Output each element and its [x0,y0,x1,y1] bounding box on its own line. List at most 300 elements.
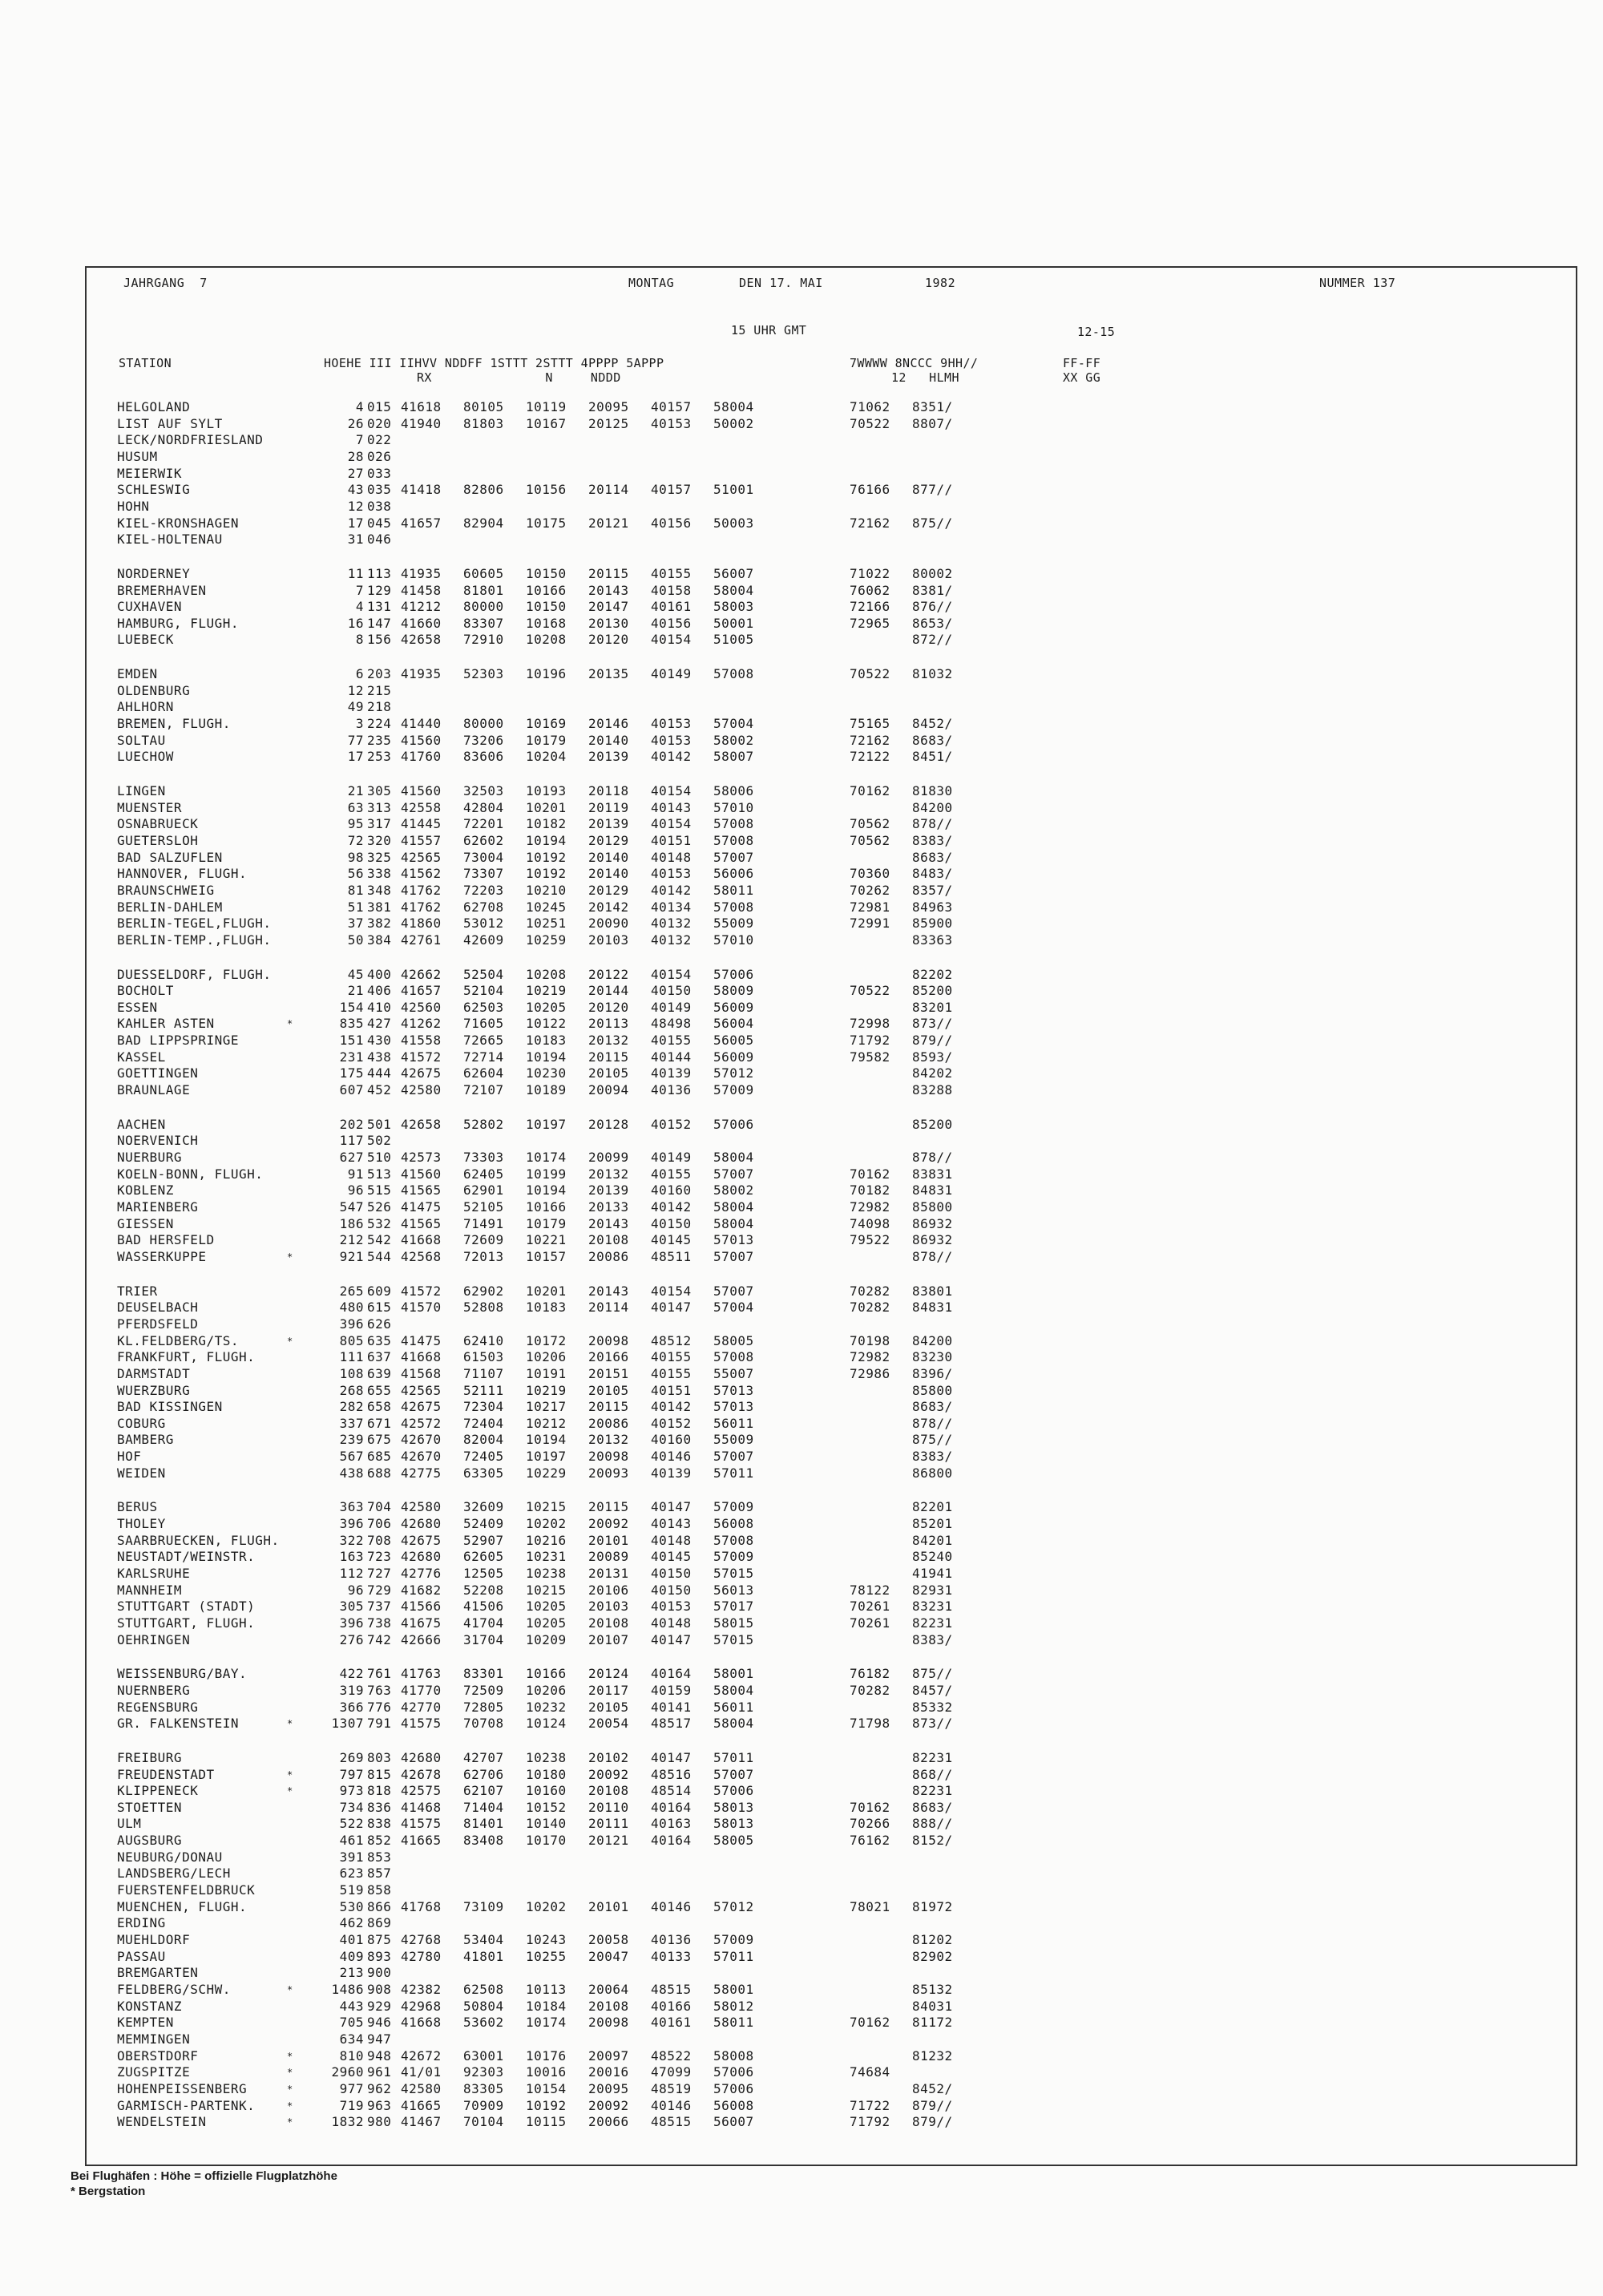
code-group: 48519 [651,2080,692,2096]
station-height: 95 [347,816,364,832]
code-group: 8351/ [912,399,953,414]
station-height: 11 [347,565,364,581]
station-name: NUERNBERG [117,1682,191,1698]
code-group: 40148 [651,849,692,865]
code-group: 48511 [651,1248,692,1264]
station-name: OSNABRUECK [117,816,199,832]
code-group: 20092 [588,1766,629,1782]
code-group: 20117 [588,1682,629,1698]
code-group: 20133 [588,1199,629,1215]
code-group: 82904 [463,515,504,531]
code-group: 58013 [713,1799,754,1815]
table-row [87,1982,1129,1998]
code-group: 40148 [651,1532,692,1548]
station-height: 7 [355,432,364,448]
code-group: 42670 [401,1432,442,1448]
code-group: 40136 [651,1082,692,1097]
station-index: 452 [367,1082,392,1097]
station-index: 626 [367,1316,392,1332]
table-row [87,1583,1129,1599]
code-group: 57013 [713,1232,754,1248]
code-group: 81801 [463,582,504,598]
station-index: 235 [367,732,392,748]
table-row [87,1816,1129,1832]
code-group: 57011 [713,1749,754,1765]
table-row [87,432,1129,448]
code-group: 57007 [713,1248,754,1264]
station-name: ESSEN [117,999,158,1015]
code-group: 20113 [588,1016,629,1032]
station-height: 50 [347,932,364,948]
station-height: 705 [339,2015,364,2031]
code-group: 42675 [401,1065,442,1081]
code-group: 8452/ [912,716,953,731]
station-index: 113 [367,565,392,581]
code-group: 878// [912,816,953,832]
code-group: 62602 [463,832,504,848]
station-index: 866 [367,1898,392,1914]
station-index: 658 [367,1399,392,1415]
code-group: 42776 [401,1566,442,1581]
station-name: ERDING [117,1915,166,1931]
station-name: KIEL-KRONSHAGEN [117,515,239,531]
table-row [87,566,1129,582]
code-group: 20139 [588,1182,629,1199]
station-name: OEHRINGEN [117,1631,191,1647]
code-group: 10243 [526,1932,567,1947]
station-index: 313 [367,799,392,815]
code-group: 10160 [526,1783,567,1799]
code-group: 85800 [912,1199,953,1215]
station-index: 704 [367,1499,392,1515]
code-group: 57013 [713,1399,754,1415]
station-name: WASSERKUPPE [117,1248,207,1264]
code-group: 10231 [526,1549,567,1565]
code-group: 20047 [588,1948,629,1964]
code-group: 42573 [401,1150,442,1165]
station-index: 875 [367,1932,392,1947]
code-group: 56007 [713,565,754,581]
station-name: AHLHORN [117,699,174,715]
table-row [87,2048,1129,2064]
station-name: TRIER [117,1283,158,1299]
code-group: 61503 [463,1349,504,1365]
station-height: 31 [347,532,364,548]
table-row [87,1033,1129,1049]
code-group: 41560 [401,783,442,798]
code-group: 70261 [850,1599,890,1615]
code-group: 83301 [463,1666,504,1682]
station-height: 461 [339,1833,364,1849]
code-group: 40153 [651,732,692,748]
station-height: 28 [347,449,364,464]
code-group: 20120 [588,999,629,1015]
station-index: 410 [367,999,392,1015]
code-group: 10166 [526,582,567,598]
station-name: AACHEN [117,1116,166,1132]
station-name: BERLIN-DAHLEM [117,899,223,915]
code-group: 40153 [651,415,692,431]
code-group: 10232 [526,1699,567,1715]
code-group: 86800 [912,1465,953,1481]
station-height: 409 [339,1948,364,1964]
station-name: BREMERHAVEN [117,582,207,598]
code-group: 57009 [713,1549,754,1565]
code-group: 85332 [912,1699,953,1715]
code-group: 8383/ [912,832,953,848]
code-group: 84202 [912,1065,953,1081]
code-group: 41212 [401,599,442,615]
code-group: 42382 [401,1981,442,1997]
code-group: 20098 [588,2015,629,2031]
code-group: 40154 [651,966,692,982]
table-row [87,1849,1129,1866]
station-height: 337 [339,1415,364,1431]
station-name: KEMPTEN [117,2015,174,2031]
code-group: 875// [912,1666,953,1682]
code-group: 84201 [912,1532,953,1548]
code-group: 52409 [463,1516,504,1531]
column-right-sub: 12 HLMH [891,370,959,385]
code-group: 10205 [526,999,567,1015]
station-height: 1307 [331,1716,364,1732]
code-group: 40145 [651,1232,692,1248]
code-group: 85200 [912,1116,953,1132]
period-range: 12-15 [1077,325,1116,339]
jahrgang: JAHRGANG 7 [123,276,208,290]
code-group: 42678 [401,1766,442,1782]
code-group: 40153 [651,1599,692,1615]
code-group: 879// [912,2097,953,2113]
code-group: 10199 [526,1166,567,1182]
code-group: 82902 [912,1948,953,1964]
station-name: BAD KISSINGEN [117,1399,223,1415]
table-row [87,1666,1129,1682]
station-height: 269 [339,1749,364,1765]
station-height: 443 [339,1998,364,2014]
code-group: 47099 [651,2064,692,2080]
code-group: 10192 [526,866,567,882]
code-group: 85240 [912,1549,953,1565]
code-group: 12505 [463,1566,504,1581]
station-height: 77 [347,732,364,748]
code-group: 72991 [850,916,890,932]
code-group: 71404 [463,1799,504,1815]
station-index: 803 [367,1749,392,1765]
code-group: 71605 [463,1016,504,1032]
code-group: 71062 [850,399,890,414]
station-index: 381 [367,899,392,915]
code-group: 62706 [463,1766,504,1782]
station-name: FREIBURG [117,1749,183,1765]
code-group: 41860 [401,916,442,932]
station-index: 035 [367,482,392,498]
station-name: KIEL-HOLTENAU [117,532,223,548]
code-group: 40154 [651,816,692,832]
table-row [87,699,1129,715]
code-group: 55009 [713,916,754,932]
code-group: 74684 [850,2064,890,2080]
station-name: KOELN-BONN, FLUGH. [117,1166,264,1182]
code-group: 40149 [651,666,692,682]
code-group: 40147 [651,1749,692,1765]
code-group: 40161 [651,599,692,615]
station-name: STUTTGART (STADT) [117,1599,256,1615]
code-group: 40144 [651,1049,692,1065]
station-index: 706 [367,1516,392,1531]
station-height: 1832 [331,2114,364,2130]
code-group: 8683/ [912,849,953,865]
code-group: 70182 [850,1182,890,1199]
code-group: 20129 [588,882,629,898]
code-group: 72509 [463,1682,504,1698]
code-group: 10196 [526,666,567,682]
table-row [87,1632,1129,1648]
code-group: 42580 [401,1082,442,1097]
code-group: 42609 [463,932,504,948]
code-group: 40150 [651,1566,692,1581]
code-group: 10150 [526,599,567,615]
station-name: HOHENPEISSENBERG [117,2080,248,2096]
code-group: 57011 [713,1465,754,1481]
mountain-station-marker: * [287,2116,293,2128]
code-group: 73303 [463,1150,504,1165]
station-height: 154 [339,999,364,1015]
footnotes [71,2169,337,2199]
code-group: 58002 [713,1182,754,1199]
code-group: 875// [912,1432,953,1448]
code-group: 10206 [526,1349,567,1365]
station-name: MUENSTER [117,799,183,815]
station-index: 947 [367,2031,392,2047]
code-group: 10183 [526,1033,567,1049]
code-group: 20114 [588,1300,629,1316]
station-height: 43 [347,482,364,498]
code-group: 72965 [850,615,890,631]
table-row [87,1899,1129,1915]
column-ff: FF-FF [1063,356,1101,370]
code-group: 56009 [713,1049,754,1065]
code-group: 57008 [713,899,754,915]
code-group: 20066 [588,2114,629,2130]
code-group: 40155 [651,1033,692,1049]
station-height: 797 [339,1766,364,1782]
code-group: 62901 [463,1182,504,1199]
code-group: 70162 [850,1166,890,1182]
code-group: 72981 [850,899,890,915]
station-name: MARIENBERG [117,1199,199,1215]
table-row [87,1349,1129,1365]
table-row [87,1866,1129,1882]
station-height: 239 [339,1432,364,1448]
station-index: 742 [367,1631,392,1647]
station-height: 634 [339,2031,364,2047]
station-index: 430 [367,1033,392,1049]
code-group: 20089 [588,1549,629,1565]
code-group: 92303 [463,2064,504,2080]
code-group: 48512 [651,1332,692,1348]
station-height: 607 [339,1082,364,1097]
station-index: 776 [367,1699,392,1715]
code-group: 41560 [401,732,442,748]
code-group: 40143 [651,799,692,815]
code-group: 57015 [713,1631,754,1647]
station-height: 734 [339,1799,364,1815]
station-index: 738 [367,1615,392,1631]
code-group: 72714 [463,1049,504,1065]
station-name: BAD HERSFELD [117,1232,215,1248]
code-group: 10166 [526,1199,567,1215]
code-group: 40150 [651,1215,692,1231]
code-group: 81401 [463,1816,504,1832]
code-group: 20103 [588,1599,629,1615]
station-name: NEUSTADT/WEINSTR. [117,1549,256,1565]
code-group: 20106 [588,1582,629,1598]
code-group: 41760 [401,749,442,765]
table-row [87,499,1129,515]
table-row [87,632,1129,648]
code-group: 72405 [463,1449,504,1465]
code-group: 42768 [401,1932,442,1947]
code-group: 56013 [713,1582,754,1598]
code-group: 10229 [526,1465,567,1481]
code-group: 8357/ [912,882,953,898]
code-group: 83305 [463,2080,504,2096]
station-name: MEIERWIK [117,465,183,481]
station-height: 519 [339,1882,364,1898]
code-group: 20114 [588,482,629,498]
code-group: 52907 [463,1532,504,1548]
code-group: 41660 [401,615,442,631]
code-group: 10212 [526,1415,567,1431]
code-group: 81172 [912,2015,953,2031]
code-group: 42804 [463,799,504,815]
station-index: 737 [367,1599,392,1615]
table-row [87,1465,1129,1481]
code-group: 20111 [588,1816,629,1832]
code-group: 82231 [912,1783,953,1799]
code-group: 58002 [713,732,754,748]
station-height: 16 [347,615,364,631]
code-group: 41762 [401,882,442,898]
code-group: 8457/ [912,1682,953,1698]
code-group: 20143 [588,1215,629,1231]
code-group: 10202 [526,1898,567,1914]
station-height: 231 [339,1049,364,1065]
code-group: 57017 [713,1599,754,1615]
code-group: 83408 [463,1833,504,1849]
code-group: 32503 [463,783,504,798]
code-group: 48516 [651,1766,692,1782]
code-group: 78021 [850,1898,890,1914]
code-group: 868// [912,1766,953,1782]
station-name: NEUBURG/DONAU [117,1849,223,1865]
code-group: 57006 [713,966,754,982]
code-group: 80105 [463,399,504,414]
code-group: 10124 [526,1716,567,1732]
code-group: 41475 [401,1199,442,1215]
code-group: 55009 [713,1432,754,1448]
code-group: 10194 [526,1432,567,1448]
code-group: 62405 [463,1166,504,1182]
code-group: 40132 [651,932,692,948]
code-group: 41668 [401,1349,442,1365]
station-height: 3 [355,716,364,731]
code-group: 20095 [588,2080,629,2096]
table-row [87,1449,1129,1465]
station-name: FELDBERG/SCHW. [117,1981,231,1997]
code-group: 57011 [713,1948,754,1964]
code-group: 41262 [401,1016,442,1032]
station-height: 438 [339,1465,364,1481]
code-group: 76182 [850,1666,890,1682]
code-group: 70262 [850,882,890,898]
code-group: 20115 [588,1399,629,1415]
station-index: 853 [367,1849,392,1865]
code-group: 20130 [588,615,629,631]
code-group: 20090 [588,916,629,932]
station-height: 111 [339,1349,364,1365]
table-row [87,1300,1129,1316]
code-group: 82231 [912,1749,953,1765]
mountain-station-marker: * [287,2067,293,2079]
code-group: 57008 [713,666,754,682]
station-height: 322 [339,1532,364,1548]
table-row [87,1065,1129,1081]
code-group: 10245 [526,899,567,915]
code-group: 40157 [651,482,692,498]
code-group: 42658 [401,632,442,648]
code-group: 72122 [850,749,890,765]
code-group: 42568 [401,1248,442,1264]
table-row [87,466,1129,482]
station-height: 921 [339,1248,364,1264]
code-group: 42680 [401,1749,442,1765]
table-row [87,2031,1129,2047]
station-index: 980 [367,2114,392,2130]
code-group: 32609 [463,1499,504,1515]
code-group: 877// [912,482,953,498]
table-row [87,1700,1129,1716]
code-group: 41506 [463,1599,504,1615]
code-group: 10182 [526,816,567,832]
table-row [87,666,1129,682]
code-group: 20064 [588,1981,629,1997]
station-index: 015 [367,399,392,414]
code-group: 10119 [526,399,567,414]
code-group: 8396/ [912,1365,953,1381]
code-group: 41572 [401,1049,442,1065]
code-group: 10192 [526,2097,567,2113]
code-group: 41941 [912,1566,953,1581]
station-height: 91 [347,1166,364,1182]
code-group: 42658 [401,1116,442,1132]
table-row [87,1566,1129,1582]
code-group: 20115 [588,1499,629,1515]
code-group: 58004 [713,1215,754,1231]
code-group: 10016 [526,2064,567,2080]
station-name: LUEBECK [117,632,174,648]
code-group: 58011 [713,882,754,898]
station-height: 396 [339,1615,364,1631]
table-row [87,1333,1129,1349]
station-height: 12 [347,498,364,514]
code-group: 52105 [463,1199,504,1215]
table-row [87,1000,1129,1016]
code-group: 72665 [463,1033,504,1049]
station-index: 818 [367,1783,392,1799]
station-height: 4 [355,599,364,615]
